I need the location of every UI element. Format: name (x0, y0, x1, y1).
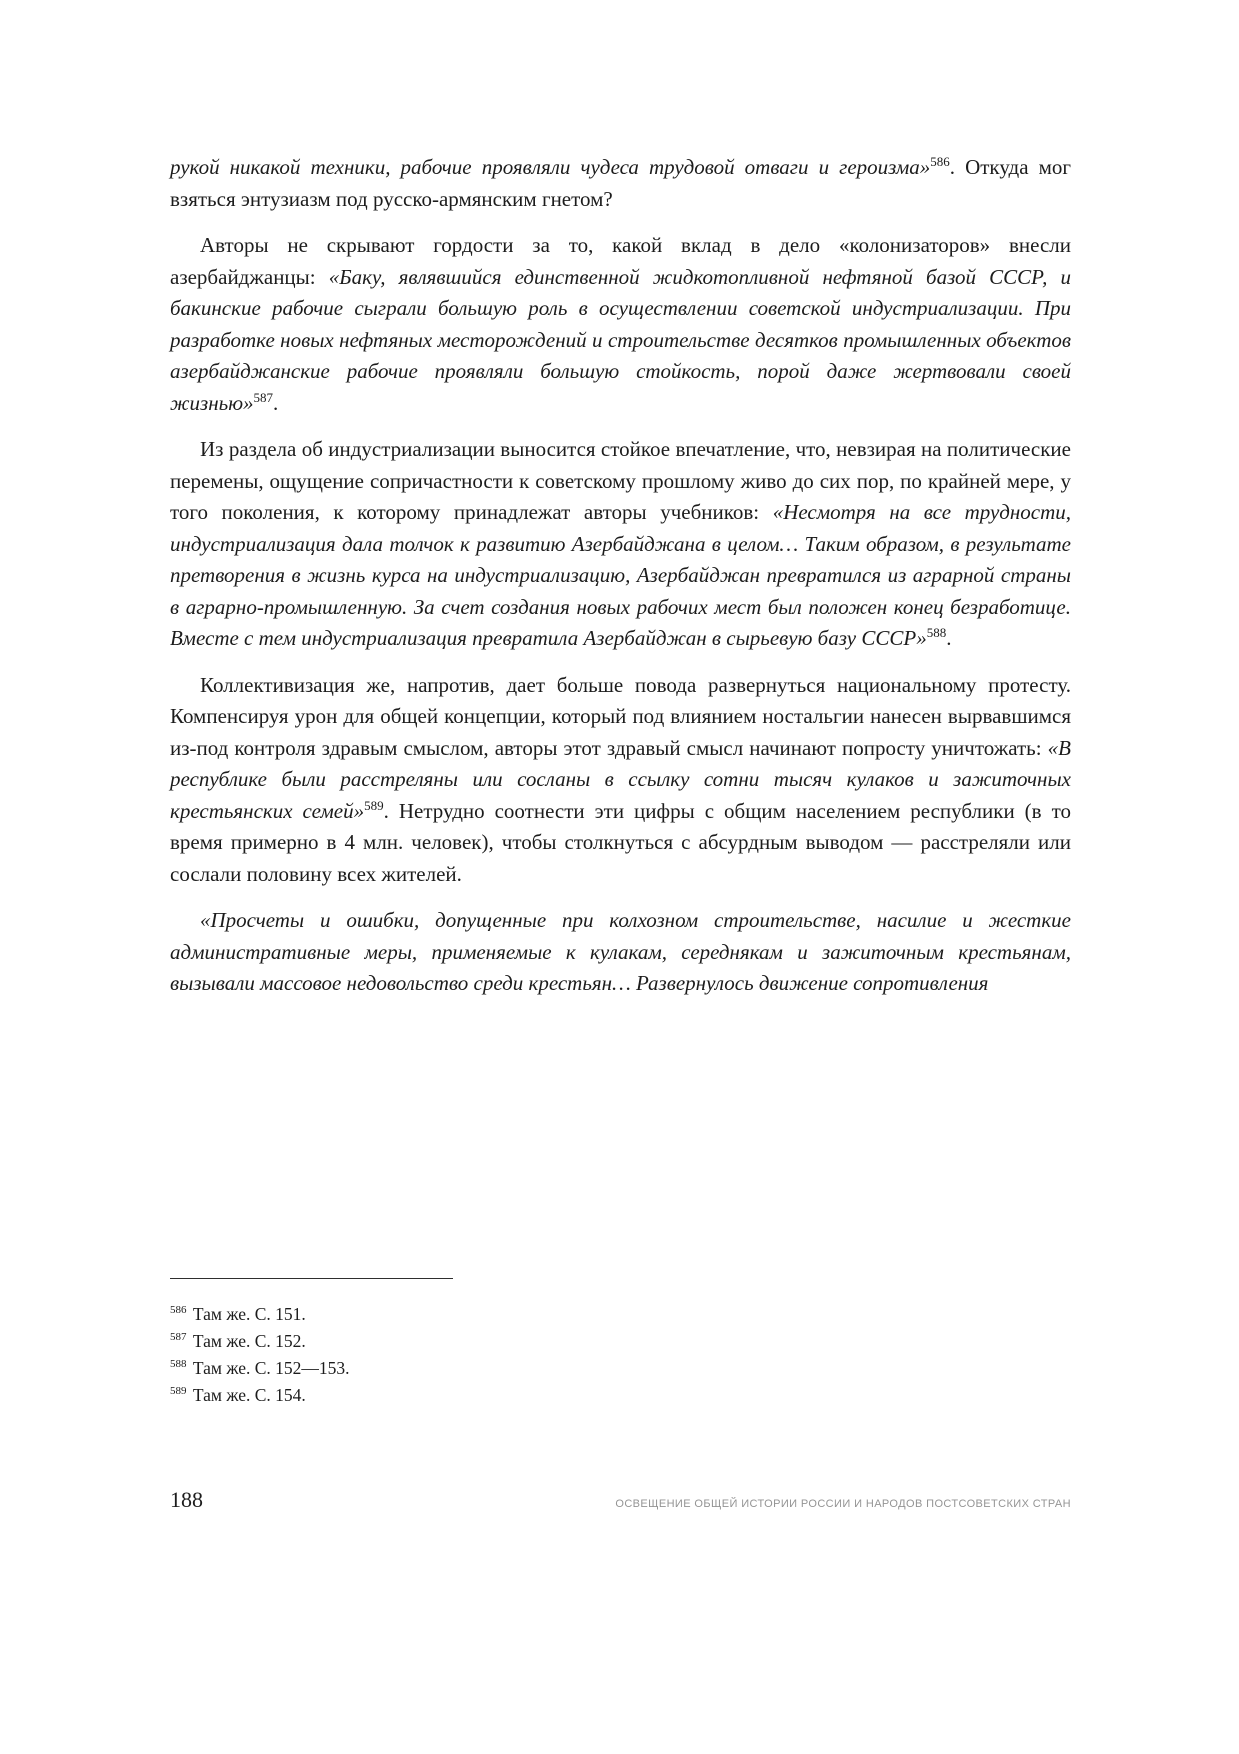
body-run: . Откуда мог взяться энтузиазм под русско-армянским гнетом? (170, 155, 1071, 211)
body-run: Из раздела об индустриализации выносится стойкое впечатление, что, невзирая на политические перемены, ощущение сопричастности к советскому прошлому живо до сих пор, по крайней мере, у того поколения, к которому принадлежат авторы учебников: (170, 437, 1071, 524)
footnote-number: 589 (170, 1385, 187, 1398)
footnote-text: Там же. С. 154. (188, 1385, 306, 1405)
footnote-area (170, 1278, 1071, 1409)
footnote-reference: 588 (926, 625, 947, 640)
footnote-reference: 589 (364, 797, 384, 813)
footnote-text: Там же. С. 152. (188, 1331, 306, 1351)
page-number: 188 (170, 1487, 203, 1512)
footnote-text: Там же. С. 151. (188, 1304, 306, 1324)
paragraph (170, 434, 1071, 655)
body-run: Коллективизация же, напротив, дает больше повода развернуться национальному протесту. Компенсируя урон для общей концепции, который под влиянием ностальгии нанесен вырвавшимся из-под контроля здравым смыслом, авторы этот здравый смысл начинают попросту уничтожать: (170, 672, 1071, 760)
footnote (170, 1301, 1071, 1328)
paragraph (170, 670, 1071, 891)
body-run: Авторы не скрывают гордости за то, какой вклад в дело «колонизаторов» внесли азербайджанцы: (170, 233, 1071, 289)
quoted-text: «Просчеты и ошибки, допущенные при колхозном строительстве, насилие и жесткие административные меры, применяемые к кулакам, середнякам и зажиточным крестьянам, вызывали массовое недовольство среди крестьян… Развернулось движение сопротивления (170, 908, 1071, 995)
footnote-reference: 586 (930, 154, 950, 169)
footnote-reference: 587 (253, 389, 274, 405)
quoted-text: «В республике были расстреляны или сосланы в ссылку сотни тысяч кулаков и зажиточных крестьянских семей» (170, 735, 1071, 823)
footnote-number: 587 (170, 1331, 187, 1344)
quoted-text: «Несмотря на все трудности, индустриализация дала толчок к развитию Азербайджана в целом… Таким образом, в результате претворения в жизнь курса на индустриализацию, Азербайджан превратился из аграрной страны в аграрно-промышленную. За счет создания новых рабочих мест был положен конец безработице. Вместе с тем индустриализация превратила Азербайджан в сырьевую базу СССР» (170, 500, 1071, 650)
footnote (170, 1328, 1071, 1355)
body-run: . (273, 390, 279, 415)
footnote-divider (170, 1278, 453, 1279)
footnote-list (170, 1301, 1071, 1409)
footnote-number: 586 (170, 1304, 187, 1317)
running-title: ОСВЕЩЕНИЕ ОБЩЕЙ ИСТОРИИ РОССИИ И НАРОДОВ ПОСТСОВЕТСКИХ СТРАН (615, 1498, 1071, 1510)
paragraph (170, 230, 1071, 419)
footnote-text: Там же. С. 152—153. (188, 1358, 350, 1378)
body-text (170, 152, 1071, 1015)
quoted-text: «Баку, являвшийся единственной жидкотопливной нефтяной базой СССР, и бакинские рабочие сыграли большую роль в осуществлении советской индустриализации. При разработке новых нефтяных месторождений и строительстве десятков промышленных объектов азербайджанские рабочие проявляли большую стойкость, порой даже жертвовали своей жизнью» (170, 264, 1071, 415)
footnote (170, 1382, 1071, 1409)
paragraph (170, 905, 1071, 1000)
paragraph (170, 152, 1071, 215)
page-footer (170, 1487, 1071, 1513)
quoted-text: рукой никакой техники, рабочие проявляли чудеса трудовой отваги и героизма» (170, 155, 931, 179)
body-run: . Нетрудно соотнести эти цифры с общим населением республики (в то время примерно в 4 млн. человек), чтобы столкнуться с абсурдным выводом — расстреляли или сослали половину всех жителей. (170, 798, 1071, 886)
body-run: . (946, 626, 952, 650)
footnote-number: 588 (170, 1358, 187, 1371)
footnote (170, 1355, 1071, 1382)
